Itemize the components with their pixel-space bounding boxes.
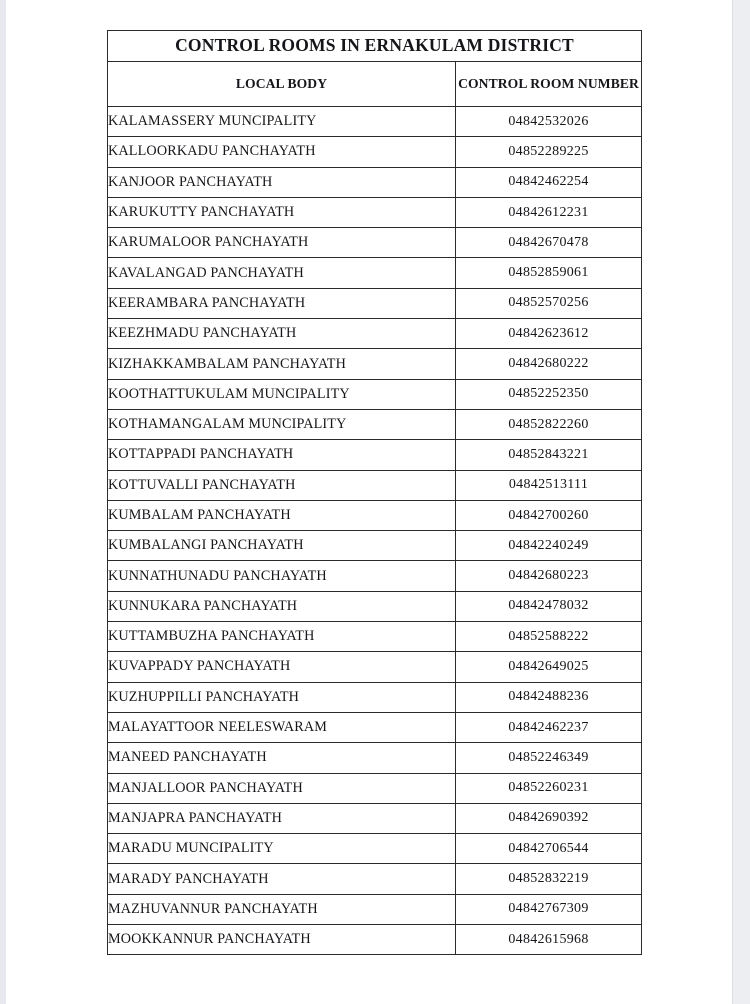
cell-control-room-number: 04842767309 bbox=[456, 894, 642, 924]
cell-local-body: KALLOORKADU PANCHAYATH bbox=[108, 137, 456, 167]
cell-local-body: KUMBALANGI PANCHAYATH bbox=[108, 531, 456, 561]
table-title-row bbox=[108, 31, 642, 62]
cell-local-body: MARADU MUNCIPALITY bbox=[108, 834, 456, 864]
cell-control-room-number: 04842680223 bbox=[456, 561, 642, 591]
cell-local-body: KARUKUTTY PANCHAYATH bbox=[108, 197, 456, 227]
cell-control-room-number: 04842706544 bbox=[456, 834, 642, 864]
table-row bbox=[108, 803, 642, 833]
cell-control-room-number: 04842623612 bbox=[456, 319, 642, 349]
table-row bbox=[108, 319, 642, 349]
cell-local-body: KARUMALOOR PANCHAYATH bbox=[108, 228, 456, 258]
cell-control-room-number: 04852246349 bbox=[456, 743, 642, 773]
table-row bbox=[108, 834, 642, 864]
cell-control-room-number: 04842649025 bbox=[456, 652, 642, 682]
cell-local-body: KOTHAMANGALAM MUNCIPALITY bbox=[108, 409, 456, 439]
table-row bbox=[108, 622, 642, 652]
cell-local-body: MOOKKANNUR PANCHAYATH bbox=[108, 925, 456, 955]
cell-control-room-number: 04842513111 bbox=[456, 470, 642, 500]
table-row bbox=[108, 500, 642, 530]
table-row bbox=[108, 652, 642, 682]
column-header-control-room-number: CONTROL ROOM NUMBER bbox=[456, 62, 642, 107]
cell-control-room-number: 04842670478 bbox=[456, 228, 642, 258]
table-row bbox=[108, 197, 642, 227]
cell-control-room-number: 04842690392 bbox=[456, 803, 642, 833]
cell-local-body: KEEZHMADU PANCHAYATH bbox=[108, 319, 456, 349]
table-row bbox=[108, 531, 642, 561]
table-header-row bbox=[108, 62, 642, 107]
table-row bbox=[108, 167, 642, 197]
cell-control-room-number: 04842700260 bbox=[456, 500, 642, 530]
table-row bbox=[108, 379, 642, 409]
cell-local-body: KUVAPPADY PANCHAYATH bbox=[108, 652, 456, 682]
cell-control-room-number: 04842615968 bbox=[456, 925, 642, 955]
document-page bbox=[6, 0, 733, 1004]
cell-control-room-number: 04842612231 bbox=[456, 197, 642, 227]
cell-control-room-number: 04852260231 bbox=[456, 773, 642, 803]
cell-local-body: MANEED PANCHAYATH bbox=[108, 743, 456, 773]
table-row bbox=[108, 107, 642, 137]
table-row bbox=[108, 894, 642, 924]
cell-control-room-number: 04852822260 bbox=[456, 409, 642, 439]
table-row bbox=[108, 743, 642, 773]
cell-local-body: KUNNATHUNADU PANCHAYATH bbox=[108, 561, 456, 591]
cell-control-room-number: 04852570256 bbox=[456, 288, 642, 318]
cell-control-room-number: 04852252350 bbox=[456, 379, 642, 409]
table-row bbox=[108, 561, 642, 591]
page-right-margin bbox=[733, 0, 750, 1004]
table-row bbox=[108, 864, 642, 894]
table-row bbox=[108, 440, 642, 470]
cell-local-body: KIZHAKKAMBALAM PANCHAYATH bbox=[108, 349, 456, 379]
table-row bbox=[108, 925, 642, 955]
cell-control-room-number: 04842462254 bbox=[456, 167, 642, 197]
cell-local-body: KOTTUVALLI PANCHAYATH bbox=[108, 470, 456, 500]
cell-local-body: KANJOOR PANCHAYATH bbox=[108, 167, 456, 197]
cell-local-body: KUZHUPPILLI PANCHAYATH bbox=[108, 682, 456, 712]
cell-local-body: KUTTAMBUZHA PANCHAYATH bbox=[108, 622, 456, 652]
table-row bbox=[108, 137, 642, 167]
column-header-local-body: LOCAL BODY bbox=[108, 62, 456, 107]
cell-control-room-number: 04852588222 bbox=[456, 622, 642, 652]
cell-control-room-number: 04842478032 bbox=[456, 591, 642, 621]
cell-control-room-number: 04842680222 bbox=[456, 349, 642, 379]
cell-local-body: KUNNUKARA PANCHAYATH bbox=[108, 591, 456, 621]
cell-control-room-number: 04852843221 bbox=[456, 440, 642, 470]
table-row bbox=[108, 349, 642, 379]
cell-control-room-number: 04842462237 bbox=[456, 712, 642, 742]
cell-local-body: MARADY PANCHAYATH bbox=[108, 864, 456, 894]
table-row bbox=[108, 258, 642, 288]
table-row bbox=[108, 591, 642, 621]
cell-local-body: KEERAMBARA PANCHAYATH bbox=[108, 288, 456, 318]
cell-control-room-number: 04842240249 bbox=[456, 531, 642, 561]
cell-local-body: KALAMASSERY MUNCIPALITY bbox=[108, 107, 456, 137]
table-row bbox=[108, 682, 642, 712]
table-body bbox=[108, 31, 642, 955]
cell-local-body: MAZHUVANNUR PANCHAYATH bbox=[108, 894, 456, 924]
control-rooms-table bbox=[107, 30, 642, 955]
cell-local-body: KUMBALAM PANCHAYATH bbox=[108, 500, 456, 530]
table-row bbox=[108, 773, 642, 803]
table-row bbox=[108, 228, 642, 258]
cell-control-room-number: 04852289225 bbox=[456, 137, 642, 167]
cell-control-room-number: 04852859061 bbox=[456, 258, 642, 288]
table-row bbox=[108, 409, 642, 439]
document-title: CONTROL ROOMS IN ERNAKULAM DISTRICT bbox=[108, 31, 642, 62]
cell-control-room-number: 04842488236 bbox=[456, 682, 642, 712]
cell-control-room-number: 04852832219 bbox=[456, 864, 642, 894]
table-row bbox=[108, 288, 642, 318]
cell-control-room-number: 04842532026 bbox=[456, 107, 642, 137]
cell-local-body: MANJALLOOR PANCHAYATH bbox=[108, 773, 456, 803]
table-row bbox=[108, 712, 642, 742]
cell-local-body: KOOTHATTUKULAM MUNCIPALITY bbox=[108, 379, 456, 409]
cell-local-body: MANJAPRA PANCHAYATH bbox=[108, 803, 456, 833]
cell-local-body: KOTTAPPADI PANCHAYATH bbox=[108, 440, 456, 470]
cell-local-body: KAVALANGAD PANCHAYATH bbox=[108, 258, 456, 288]
table-row bbox=[108, 470, 642, 500]
cell-local-body: MALAYATTOOR NEELESWARAM bbox=[108, 712, 456, 742]
